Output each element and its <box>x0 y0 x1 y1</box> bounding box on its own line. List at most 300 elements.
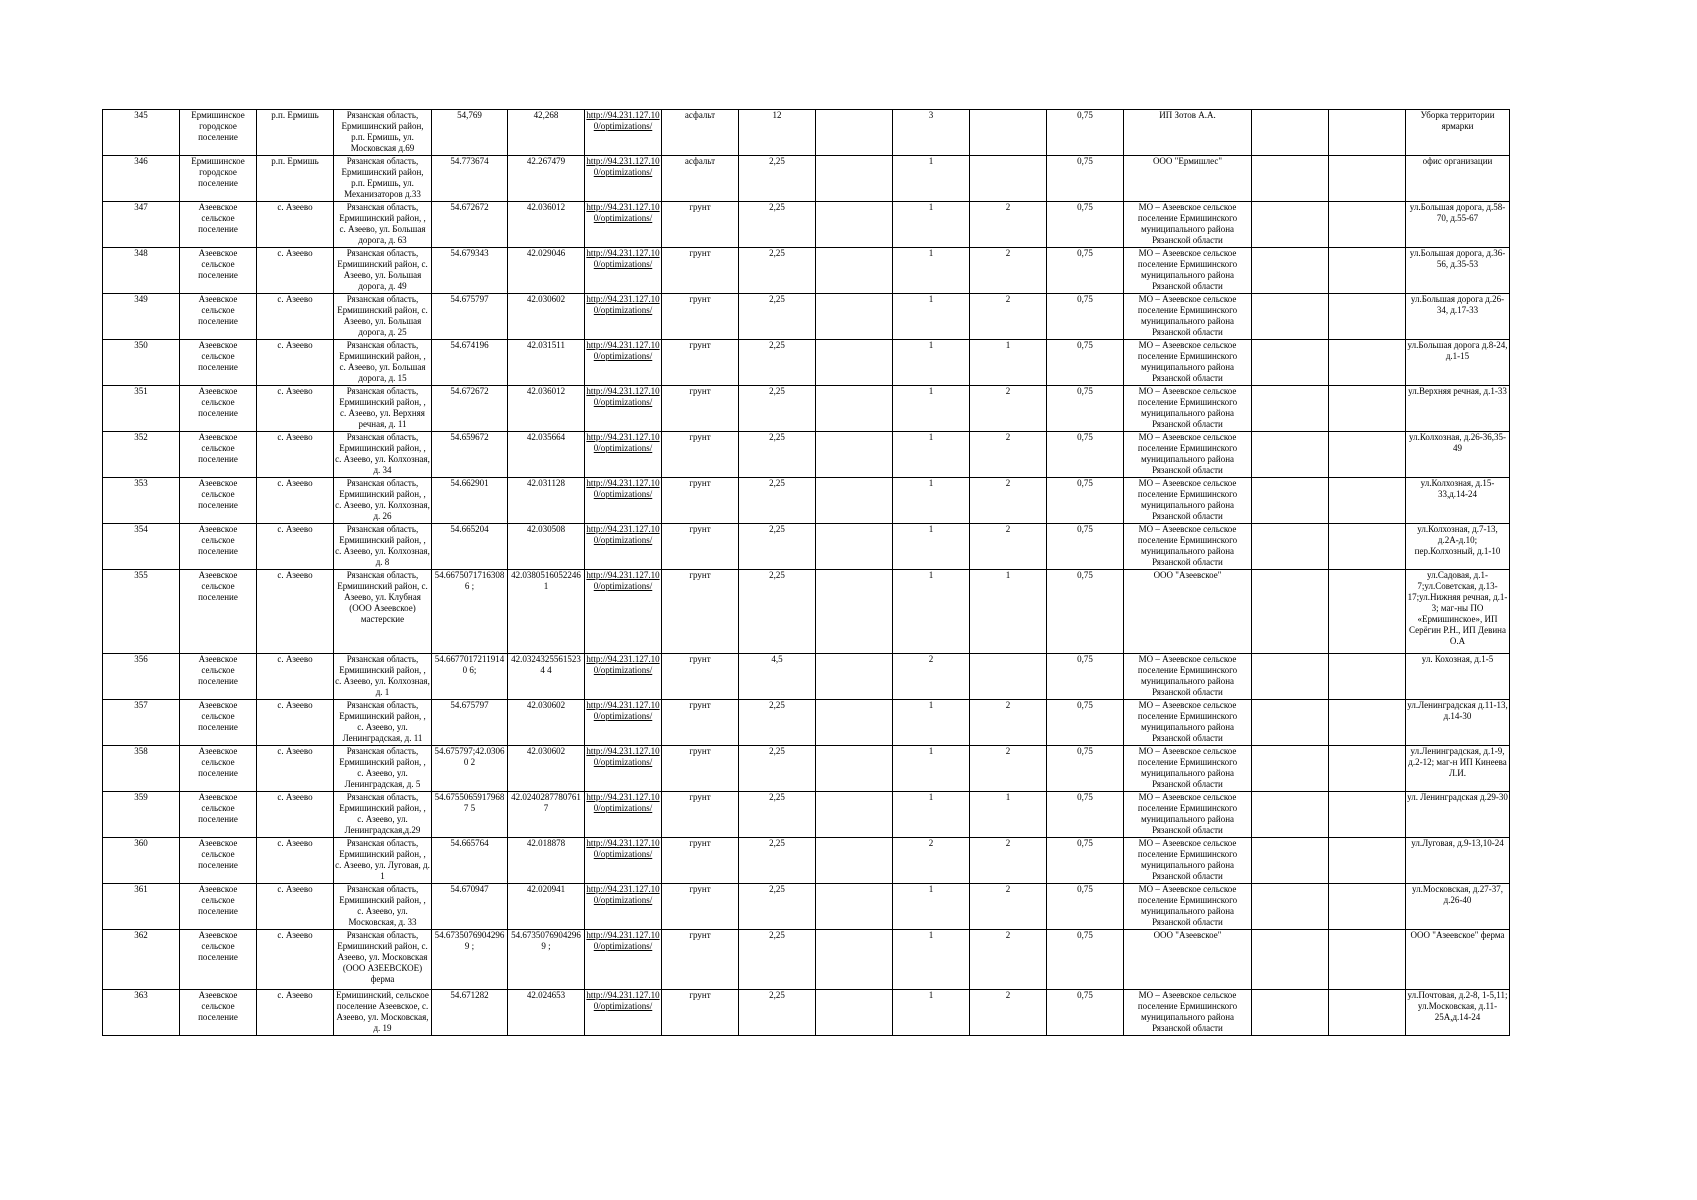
volume-cell: 0,75 <box>1047 340 1124 386</box>
table-row <box>103 654 1510 700</box>
settlement-cell: с. Азеево <box>257 294 334 340</box>
owner-cell: ООО "Азеевское" <box>1124 930 1252 990</box>
municipality-cell: Азеевское сельское поселение <box>180 990 257 1036</box>
latitude-cell: 54.675797 <box>432 700 508 746</box>
owner-cell: МО – Азеевское сельское поселение Ермишинского муниципального района Рязанской области <box>1124 386 1252 432</box>
map-link-cell[interactable]: http://94.231.127.100/optimizations/ <box>585 294 662 340</box>
waste-source-cell: ул.Луговая, д.9-13,10-24 <box>1406 838 1510 884</box>
longitude-cell: 42.018878 <box>508 838 585 884</box>
containers-cell: 1 <box>893 524 970 570</box>
empty-cell <box>1252 156 1329 202</box>
empty-cell <box>816 654 893 700</box>
containers-planned-cell: 2 <box>970 202 1047 248</box>
map-link-cell[interactable]: http://94.231.127.100/optimizations/ <box>585 340 662 386</box>
surface-cell: грунт <box>662 386 739 432</box>
area-cell: 12 <box>739 110 816 156</box>
table-row <box>103 570 1510 654</box>
surface-cell: грунт <box>662 248 739 294</box>
area-cell: 2,25 <box>739 478 816 524</box>
volume-cell: 0,75 <box>1047 202 1124 248</box>
empty-cell <box>1252 570 1329 654</box>
settlement-cell: с. Азеево <box>257 202 334 248</box>
map-link-cell[interactable]: http://94.231.127.100/optimizations/ <box>585 524 662 570</box>
empty-cell <box>816 700 893 746</box>
address-cell: Рязанская область, Ермишинский район, р.п. Ермишь, ул. Московская д.69 <box>334 110 432 156</box>
empty-cell <box>1329 432 1406 478</box>
table-row <box>103 700 1510 746</box>
empty-cell <box>816 110 893 156</box>
waste-source-cell: ул.Колхозная, д.15-33,д.14-24 <box>1406 478 1510 524</box>
area-cell: 2,25 <box>739 524 816 570</box>
latitude-cell: 54.662901 <box>432 478 508 524</box>
area-cell: 2,25 <box>739 838 816 884</box>
surface-cell: грунт <box>662 654 739 700</box>
row-number-cell: 355 <box>103 570 180 654</box>
map-link-cell[interactable]: http://94.231.127.100/optimizations/ <box>585 990 662 1036</box>
address-cell: Рязанская область, Ермишинский район, р.п. Ермишь, ул. Механизаторов д.33 <box>334 156 432 202</box>
settlement-cell: с. Азеево <box>257 792 334 838</box>
longitude-cell: 42.267479 <box>508 156 585 202</box>
longitude-cell: 42.035664 <box>508 432 585 478</box>
address-cell: Рязанская область, Ермишинский район, , с. Азеево, ул. Луговая, д. 1 <box>334 838 432 884</box>
row-number-cell: 346 <box>103 156 180 202</box>
containers-planned-cell: 2 <box>970 930 1047 990</box>
volume-cell: 0,75 <box>1047 524 1124 570</box>
row-number-cell: 349 <box>103 294 180 340</box>
address-cell: Рязанская область, Ермишинский район, , с. Азеево, ул. Московская, д. 33 <box>334 884 432 930</box>
empty-cell <box>1252 654 1329 700</box>
map-link-cell[interactable]: http://94.231.127.100/optimizations/ <box>585 478 662 524</box>
row-number-cell: 352 <box>103 432 180 478</box>
empty-cell <box>1252 386 1329 432</box>
empty-cell <box>816 294 893 340</box>
containers-cell: 1 <box>893 792 970 838</box>
volume-cell: 0,75 <box>1047 248 1124 294</box>
containers-planned-cell: 2 <box>970 700 1047 746</box>
waste-source-cell: ул.Колхозная, д.26-36,35-49 <box>1406 432 1510 478</box>
waste-source-cell: ул.Большая дорога д.26-34, д.17-33 <box>1406 294 1510 340</box>
municipality-cell: Азеевское сельское поселение <box>180 700 257 746</box>
containers-planned-cell: 2 <box>970 294 1047 340</box>
surface-cell: грунт <box>662 884 739 930</box>
municipality-cell: Азеевское сельское поселение <box>180 478 257 524</box>
longitude-cell: 42.031511 <box>508 340 585 386</box>
map-link-cell[interactable]: http://94.231.127.100/optimizations/ <box>585 792 662 838</box>
surface-cell: грунт <box>662 990 739 1036</box>
row-number-cell: 357 <box>103 700 180 746</box>
municipality-cell: Азеевское сельское поселение <box>180 524 257 570</box>
municipality-cell: Ермишинское городское поселение <box>180 110 257 156</box>
map-link-cell[interactable]: http://94.231.127.100/optimizations/ <box>585 884 662 930</box>
municipality-cell: Азеевское сельское поселение <box>180 930 257 990</box>
row-number-cell: 362 <box>103 930 180 990</box>
table-row <box>103 930 1510 990</box>
map-link-cell[interactable]: http://94.231.127.100/optimizations/ <box>585 386 662 432</box>
municipality-cell: Азеевское сельское поселение <box>180 884 257 930</box>
waste-source-cell: ул.Ленинградская д.11-13, д.14-30 <box>1406 700 1510 746</box>
row-number-cell: 356 <box>103 654 180 700</box>
waste-source-cell: ул.Колхозная, д.7-13, д.2А-д.10; пер.Колхозный, д.1-10 <box>1406 524 1510 570</box>
row-number-cell: 359 <box>103 792 180 838</box>
empty-cell <box>1329 340 1406 386</box>
row-number-cell: 353 <box>103 478 180 524</box>
empty-cell <box>1329 838 1406 884</box>
empty-cell <box>1252 248 1329 294</box>
empty-cell <box>1252 792 1329 838</box>
address-cell: Рязанская область, Ермишинский район, , с. Азеево, ул. Колхозная, д. 26 <box>334 478 432 524</box>
owner-cell: МО – Азеевское сельское поселение Ермишинского муниципального района Рязанской области <box>1124 202 1252 248</box>
latitude-cell: 54.66750717163086 ; <box>432 570 508 654</box>
owner-cell: МО – Азеевское сельское поселение Ермишинского муниципального района Рязанской области <box>1124 478 1252 524</box>
volume-cell: 0,75 <box>1047 386 1124 432</box>
longitude-cell: 54.67350769042969 ; <box>508 930 585 990</box>
owner-cell: МО – Азеевское сельское поселение Ермишинского муниципального района Рязанской области <box>1124 884 1252 930</box>
row-number-cell: 363 <box>103 990 180 1036</box>
longitude-cell: 42.029046 <box>508 248 585 294</box>
empty-cell <box>1329 386 1406 432</box>
empty-cell <box>1252 432 1329 478</box>
containers-cell: 1 <box>893 386 970 432</box>
address-cell: Рязанская область, Ермишинский район, , с. Азеево, ул. Верхняя речная, д. 11 <box>334 386 432 432</box>
municipality-cell: Азеевское сельское поселение <box>180 294 257 340</box>
empty-cell <box>816 884 893 930</box>
containers-cell: 1 <box>893 156 970 202</box>
empty-cell <box>1329 990 1406 1036</box>
latitude-cell: 54.671282 <box>432 990 508 1036</box>
municipality-cell: Азеевское сельское поселение <box>180 386 257 432</box>
table-row <box>103 792 1510 838</box>
owner-cell: МО – Азеевское сельское поселение Ермишинского муниципального района Рязанской области <box>1124 248 1252 294</box>
longitude-cell: 42.030602 <box>508 746 585 792</box>
empty-cell <box>1252 884 1329 930</box>
map-link-cell[interactable]: http://94.231.127.100/optimizations/ <box>585 700 662 746</box>
municipality-cell: Азеевское сельское поселение <box>180 654 257 700</box>
empty-cell <box>1252 294 1329 340</box>
owner-cell: МО – Азеевское сельское поселение Ермишинского муниципального района Рязанской области <box>1124 294 1252 340</box>
surface-cell: асфальт <box>662 110 739 156</box>
volume-cell: 0,75 <box>1047 654 1124 700</box>
empty-cell <box>1329 654 1406 700</box>
municipality-cell: Азеевское сельское поселение <box>180 838 257 884</box>
table-row <box>103 202 1510 248</box>
empty-cell <box>1252 478 1329 524</box>
municipality-cell: Азеевское сельское поселение <box>180 248 257 294</box>
settlement-cell: с. Азеево <box>257 524 334 570</box>
settlement-cell: с. Азеево <box>257 884 334 930</box>
containers-planned-cell: 2 <box>970 990 1047 1036</box>
empty-cell <box>1329 884 1406 930</box>
area-cell: 2,25 <box>739 294 816 340</box>
owner-cell: МО – Азеевское сельское поселение Ермишинского муниципального района Рязанской области <box>1124 746 1252 792</box>
latitude-cell: 54.672672 <box>432 202 508 248</box>
municipality-cell: Азеевское сельское поселение <box>180 202 257 248</box>
row-number-cell: 351 <box>103 386 180 432</box>
latitude-cell: 54.665764 <box>432 838 508 884</box>
containers-cell: 2 <box>893 838 970 884</box>
containers-planned-cell: 2 <box>970 386 1047 432</box>
waste-source-cell: ул.Московская, д.27-37, д.26-40 <box>1406 884 1510 930</box>
empty-cell <box>816 838 893 884</box>
settlement-cell: с. Азеево <box>257 990 334 1036</box>
surface-cell: грунт <box>662 340 739 386</box>
owner-cell: ИП Зотов А.А. <box>1124 110 1252 156</box>
empty-cell <box>816 386 893 432</box>
volume-cell: 0,75 <box>1047 792 1124 838</box>
municipality-cell: Азеевское сельское поселение <box>180 432 257 478</box>
address-cell: Рязанская область, Ермишинский район, с. Азеево, ул. Большая дорога, д. 25 <box>334 294 432 340</box>
owner-cell: МО – Азеевское сельское поселение Ермишинского муниципального района Рязанской области <box>1124 432 1252 478</box>
empty-cell <box>1329 294 1406 340</box>
waste-source-cell: ул.Садовая, д.1-7;ул.Советская, д.13-17;ул.Нижняя речная, д.1-3; маг-ны ПО «Ермишинское», ИП Серёгин Р.Н., ИП Девина О.А <box>1406 570 1510 654</box>
longitude-cell: 42.02402877807617 <box>508 792 585 838</box>
volume-cell: 0,75 <box>1047 294 1124 340</box>
empty-cell <box>1252 524 1329 570</box>
empty-cell <box>1329 524 1406 570</box>
map-link-cell[interactable]: http://94.231.127.100/optimizations/ <box>585 570 662 654</box>
table-row <box>103 110 1510 156</box>
containers-cell: 1 <box>893 294 970 340</box>
volume-cell: 0,75 <box>1047 432 1124 478</box>
row-number-cell: 348 <box>103 248 180 294</box>
longitude-cell: 42.031128 <box>508 478 585 524</box>
address-cell: Рязанская область, Ермишинский район, , с. Азеево, ул. Колхозная, д. 1 <box>334 654 432 700</box>
empty-cell <box>816 570 893 654</box>
longitude-cell: 42.036012 <box>508 386 585 432</box>
map-link-cell[interactable]: http://94.231.127.100/optimizations/ <box>585 930 662 990</box>
latitude-cell: 54.675797;42.03060 2 <box>432 746 508 792</box>
map-link-cell[interactable]: http://94.231.127.100/optimizations/ <box>585 202 662 248</box>
surface-cell: грунт <box>662 792 739 838</box>
table-row <box>103 524 1510 570</box>
table-row <box>103 990 1510 1036</box>
table-row <box>103 884 1510 930</box>
latitude-cell: 54.675797 <box>432 294 508 340</box>
latitude-cell: 54.672672 <box>432 386 508 432</box>
containers-planned-cell: 2 <box>970 838 1047 884</box>
area-cell: 2,25 <box>739 792 816 838</box>
settlement-cell: р.п. Ермишь <box>257 156 334 202</box>
empty-cell <box>1252 930 1329 990</box>
address-cell: Ермишинский, сельское поселение Азеевское, с. Азеево, ул. Московская, д. 19 <box>334 990 432 1036</box>
containers-cell: 1 <box>893 202 970 248</box>
empty-cell <box>816 524 893 570</box>
empty-cell <box>816 930 893 990</box>
area-cell: 2,25 <box>739 340 816 386</box>
latitude-cell: 54.665204 <box>432 524 508 570</box>
area-cell: 2,25 <box>739 386 816 432</box>
volume-cell: 0,75 <box>1047 838 1124 884</box>
map-link-cell[interactable]: http://94.231.127.100/optimizations/ <box>585 654 662 700</box>
containers-cell: 1 <box>893 746 970 792</box>
containers-planned-cell: 2 <box>970 478 1047 524</box>
volume-cell: 0,75 <box>1047 990 1124 1036</box>
table-row <box>103 386 1510 432</box>
settlement-cell: р.п. Ермишь <box>257 110 334 156</box>
empty-cell <box>1329 570 1406 654</box>
table-row <box>103 248 1510 294</box>
row-number-cell: 358 <box>103 746 180 792</box>
surface-cell: грунт <box>662 478 739 524</box>
empty-cell <box>1329 746 1406 792</box>
settlement-cell: с. Азеево <box>257 386 334 432</box>
area-cell: 2,25 <box>739 432 816 478</box>
waste-source-cell: Уборка территории ярмарки <box>1406 110 1510 156</box>
empty-cell <box>1329 248 1406 294</box>
map-link-cell[interactable]: http://94.231.127.100/optimizations/ <box>585 432 662 478</box>
empty-cell <box>816 478 893 524</box>
settlement-cell: с. Азеево <box>257 654 334 700</box>
longitude-cell: 42.030602 <box>508 700 585 746</box>
table-row <box>103 746 1510 792</box>
waste-source-cell: ул.Почтовая, д.2-8, 1-5,11; ул.Московская, д.11-25А,д.14-24 <box>1406 990 1510 1036</box>
containers-planned-cell: 2 <box>970 248 1047 294</box>
owner-cell: МО – Азеевское сельское поселение Ермишинского муниципального района Рязанской области <box>1124 700 1252 746</box>
waste-source-cell: ул. Кохозная, д.1-5 <box>1406 654 1510 700</box>
containers-cell: 1 <box>893 990 970 1036</box>
waste-source-cell: ул.Большая дорога, д.36-56, д.35-53 <box>1406 248 1510 294</box>
area-cell: 2,25 <box>739 990 816 1036</box>
settlement-cell: с. Азеево <box>257 746 334 792</box>
containers-cell: 1 <box>893 478 970 524</box>
waste-source-cell: ул. Ленинградская д.29-30 <box>1406 792 1510 838</box>
waste-source-cell: ул.Ленинградская, д.1-9, д.2-12; маг-н ИП Кинеева Л.И. <box>1406 746 1510 792</box>
map-link-cell[interactable]: http://94.231.127.100/optimizations/ <box>585 248 662 294</box>
containers-cell: 1 <box>893 700 970 746</box>
latitude-cell: 54,769 <box>432 110 508 156</box>
containers-planned-cell: 2 <box>970 884 1047 930</box>
municipality-cell: Ермишинское городское поселение <box>180 156 257 202</box>
area-cell: 2,25 <box>739 930 816 990</box>
area-cell: 2,25 <box>739 746 816 792</box>
surface-cell: грунт <box>662 700 739 746</box>
owner-cell: МО – Азеевское сельское поселение Ермишинского муниципального района Рязанской области <box>1124 340 1252 386</box>
waste-source-cell: ул.Верхняя речная, д.1-33 <box>1406 386 1510 432</box>
containers-planned-cell: 2 <box>970 524 1047 570</box>
surface-cell: асфальт <box>662 156 739 202</box>
owner-cell: ООО "Ермишлес" <box>1124 156 1252 202</box>
municipality-cell: Азеевское сельское поселение <box>180 746 257 792</box>
longitude-cell: 42.020941 <box>508 884 585 930</box>
address-cell: Рязанская область, Ермишинский район, с. Азеево, ул. Московская (ООО АЗЕЕВСКОЕ) ферма <box>334 930 432 990</box>
waste-sites-register-table <box>102 109 1510 1036</box>
containers-cell: 1 <box>893 570 970 654</box>
settlement-cell: с. Азеево <box>257 700 334 746</box>
map-link-cell[interactable]: http://94.231.127.100/optimizations/ <box>585 156 662 202</box>
empty-cell <box>816 432 893 478</box>
volume-cell: 0,75 <box>1047 110 1124 156</box>
map-link-cell[interactable]: http://94.231.127.100/optimizations/ <box>585 746 662 792</box>
map-link-cell[interactable]: http://94.231.127.100/optimizations/ <box>585 838 662 884</box>
table-row <box>103 432 1510 478</box>
empty-cell <box>816 156 893 202</box>
area-cell: 2,25 <box>739 884 816 930</box>
empty-cell <box>1329 478 1406 524</box>
longitude-cell: 42.03805160522461 <box>508 570 585 654</box>
settlement-cell: с. Азеево <box>257 930 334 990</box>
volume-cell: 0,75 <box>1047 156 1124 202</box>
longitude-cell: 42,268 <box>508 110 585 156</box>
surface-cell: грунт <box>662 294 739 340</box>
empty-cell <box>1252 990 1329 1036</box>
address-cell: Рязанская область, Ермишинский район, , с. Азеево, ул. Большая дорога, д. 63 <box>334 202 432 248</box>
containers-cell: 2 <box>893 654 970 700</box>
row-number-cell: 350 <box>103 340 180 386</box>
settlement-cell: с. Азеево <box>257 570 334 654</box>
address-cell: Рязанская область, Ермишинский район, , с. Азеево, ул. Колхозная, д. 8 <box>334 524 432 570</box>
surface-cell: грунт <box>662 838 739 884</box>
address-cell: Рязанская область, Ермишинский район, с. Азеево, ул. Большая дорога, д. 49 <box>334 248 432 294</box>
containers-cell: 1 <box>893 884 970 930</box>
waste-source-cell: офис организации <box>1406 156 1510 202</box>
empty-cell <box>1329 156 1406 202</box>
owner-cell: МО – Азеевское сельское поселение Ермишинского муниципального района Рязанской области <box>1124 838 1252 884</box>
address-cell: Рязанская область, Ермишинский район, , с. Азеево, ул. Ленинградская, д. 5 <box>334 746 432 792</box>
empty-cell <box>1329 202 1406 248</box>
empty-cell <box>1252 202 1329 248</box>
settlement-cell: с. Азеево <box>257 248 334 294</box>
municipality-cell: Азеевское сельское поселение <box>180 570 257 654</box>
row-number-cell: 354 <box>103 524 180 570</box>
area-cell: 4,5 <box>739 654 816 700</box>
surface-cell: грунт <box>662 746 739 792</box>
containers-planned-cell: 1 <box>970 570 1047 654</box>
owner-cell: МО – Азеевское сельское поселение Ермишинского муниципального района Рязанской области <box>1124 524 1252 570</box>
empty-cell <box>1252 110 1329 156</box>
owner-cell: МО – Азеевское сельское поселение Ермишинского муниципального района Рязанской области <box>1124 792 1252 838</box>
empty-cell <box>816 340 893 386</box>
latitude-cell: 54.679343 <box>432 248 508 294</box>
latitude-cell: 54.66770172119140 6; <box>432 654 508 700</box>
empty-cell <box>816 202 893 248</box>
address-cell: Рязанская область, Ермишинский район, , с. Азеево, ул. Ленинградская, д. 11 <box>334 700 432 746</box>
surface-cell: грунт <box>662 432 739 478</box>
empty-cell <box>816 746 893 792</box>
row-number-cell: 347 <box>103 202 180 248</box>
map-link-cell[interactable]: http://94.231.127.100/optimizations/ <box>585 110 662 156</box>
containers-planned-cell: 1 <box>970 340 1047 386</box>
table-row <box>103 156 1510 202</box>
latitude-cell: 54.67350769042969 ; <box>432 930 508 990</box>
empty-cell <box>816 792 893 838</box>
empty-cell <box>1252 340 1329 386</box>
settlement-cell: с. Азеево <box>257 838 334 884</box>
latitude-cell: 54.773674 <box>432 156 508 202</box>
latitude-cell: 54.659672 <box>432 432 508 478</box>
containers-planned-cell: 2 <box>970 746 1047 792</box>
empty-cell <box>1252 746 1329 792</box>
containers-planned-cell: 1 <box>970 792 1047 838</box>
register-body <box>103 110 1510 1036</box>
volume-cell: 0,75 <box>1047 930 1124 990</box>
waste-source-cell: ул.Большая дорога, д.58-70, д.55-67 <box>1406 202 1510 248</box>
address-cell: Рязанская область, Ермишинский район, , с. Азеево, ул. Большая дорога, д. 15 <box>334 340 432 386</box>
area-cell: 2,25 <box>739 248 816 294</box>
municipality-cell: Азеевское сельское поселение <box>180 792 257 838</box>
containers-cell: 1 <box>893 340 970 386</box>
owner-cell: МО – Азеевское сельское поселение Ермишинского муниципального района Рязанской области <box>1124 990 1252 1036</box>
row-number-cell: 360 <box>103 838 180 884</box>
settlement-cell: с. Азеево <box>257 478 334 524</box>
municipality-cell: Азеевское сельское поселение <box>180 340 257 386</box>
latitude-cell: 54.674196 <box>432 340 508 386</box>
empty-cell <box>816 990 893 1036</box>
waste-source-cell: ул.Большая дорога д.8-24, д.1-15 <box>1406 340 1510 386</box>
table-row <box>103 340 1510 386</box>
latitude-cell: 54.67550659179687 5 <box>432 792 508 838</box>
row-number-cell: 345 <box>103 110 180 156</box>
volume-cell: 0,75 <box>1047 478 1124 524</box>
containers-cell: 1 <box>893 248 970 294</box>
